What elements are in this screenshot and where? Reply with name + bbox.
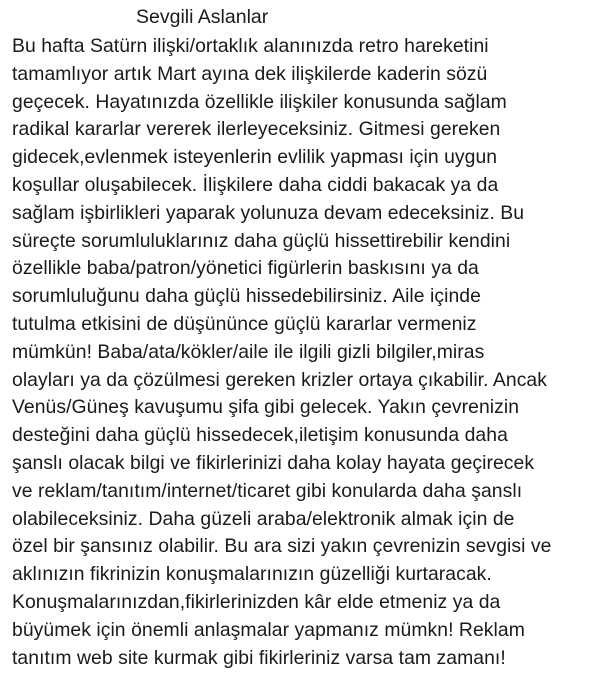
text-line: mümkün! Baba/ata/kökler/aile ile ilgili gizli bilgiler,miras [12,340,485,363]
text-line: Konuşmalarınızdan,fikirlerinizden kâr elde etmeniz ya da [12,590,501,613]
text-line: büyümek için önemli anlaşmalar yapmanız mümkn! Reklam [12,618,525,641]
text-line: sorumluluğunu daha güçlü hissedebilirsiniz. Aile içinde [12,285,481,308]
text-line: desteğini daha güçlü hissedecek,iletişim konusunda daha [12,424,508,447]
text-line: olayları ya da çözülmesi gereken krizler ortaya çıkabilir. Ancak [12,368,548,391]
text-line: tutulma etkisini de düşününce güçlü kararlar vermeniz [12,312,477,335]
text-line: tamamlıyor artık Mart ayına dek ilişkilerde kaderin sözü [12,62,488,85]
text-line: özel bir şansınız olabilir. Bu ara sizi yakın çevrenizin sevgisi ve [12,535,552,558]
text-line: gidecek,evlenmek isteyenlerin evlilik yapması için uygun [12,146,498,169]
text-line: olabileceksiniz. Daha güzeli araba/elektronik almak için de [12,507,515,530]
text-line: radikal kararlar vererek ilerleyeceksiniz. Gitmesi gereken [12,118,501,141]
text-line: koşullar oluşabilecek. İlişkilere daha ciddi bakacak ya da [12,173,499,196]
text-line: süreçte sorumluluklarınız daha güçlü hissettirebilir kendini [12,229,511,252]
text-line: aklınızın fikrinizin konuşmalarınızın güzelliği kurtaracak. [12,563,492,586]
text-line: sağlam işbirlikleri yaparak yolunuza devam edeceksiniz. Bu [12,201,525,224]
text-line: tanıtım web site kurmak gibi fikirleriniz varsa tam zamanı! [12,646,506,669]
text-line: Venüs/Güneş kavuşumu şifa gibi gelecek. Yakın çevrenizin [12,396,520,419]
document-title: Sevgili Aslanlar [136,6,269,28]
text-line: ve reklam/tanıtım/internet/ticaret gibi konularda daha şanslı [12,479,523,502]
text-line: özellikle baba/patron/yönetici figürlerin baskısını ya da [12,257,479,280]
text-line: şanslı olacak bilgi ve fikirlerinizi daha kolay hayata geçirecek [12,451,535,474]
body-paragraph [12,33,608,672]
text-line: geçecek. Hayatınızda özellikle ilişkiler konusunda sağlam [12,90,507,113]
text-line: Bu hafta Satürn ilişki/ortaklık alanınızda retro hareketini [12,35,489,57]
